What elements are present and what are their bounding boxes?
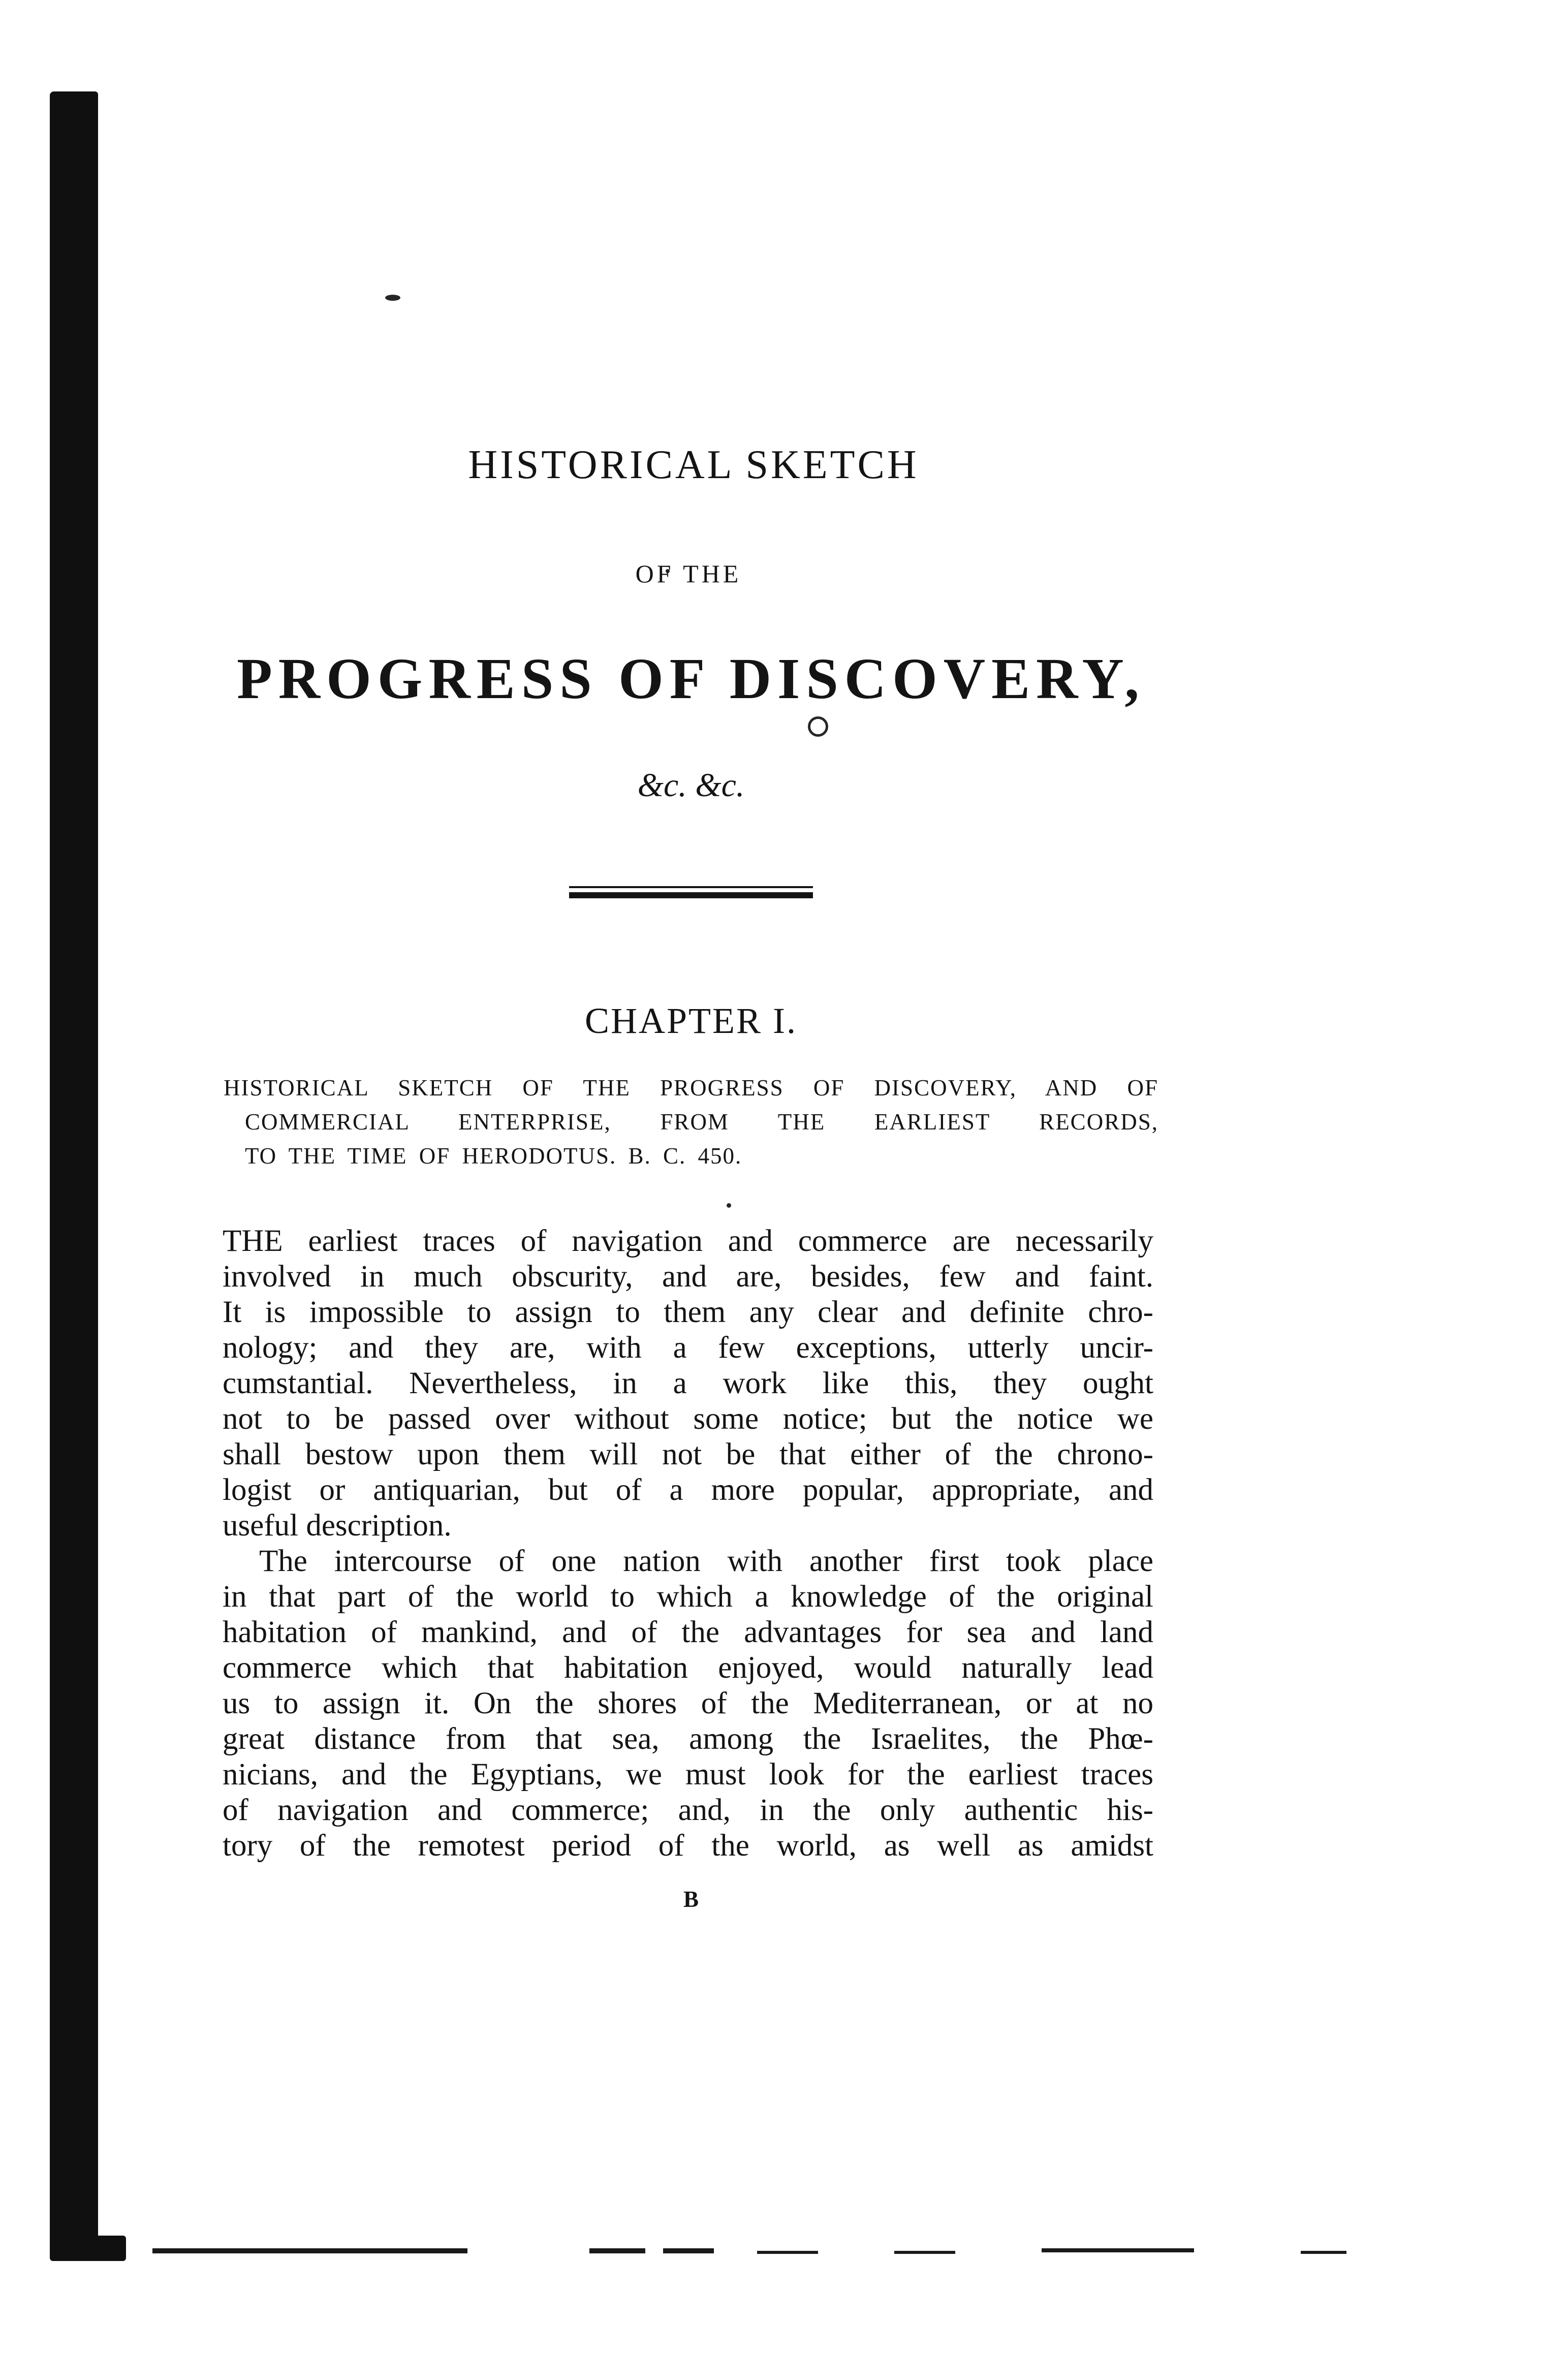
body-text [223, 1223, 1153, 1864]
chapter-summary-line: COMMERCIAL ENTERPRISE, FROM THE EARLIEST RECORDS, [245, 1109, 1158, 1135]
chapter-summary-line: TO THE TIME OF HERODOTUS. B. C. 450. [245, 1143, 742, 1169]
scan-edge-streak [152, 2248, 467, 2253]
title-line-of-the: OF THE [635, 559, 742, 588]
paragraph-1-line: useful description. [223, 1509, 452, 1543]
paragraph-1-line: shall bestow upon them will not be that either of the chrono- [223, 1437, 1153, 1471]
paragraph-2-line: The intercourse of one nation with another first took place [259, 1544, 1153, 1578]
scan-edge-streak [894, 2251, 955, 2254]
scan-speck [727, 1203, 731, 1208]
page-binding-foot [50, 2236, 126, 2261]
scan-edge-streak [589, 2248, 645, 2253]
title-rule-thick [569, 892, 813, 898]
paragraph-1-line: logist or antiquarian, but of a more popular, appropriate, and [223, 1473, 1153, 1507]
paragraph-1-line: not to be passed over without some notice; but the notice we [223, 1402, 1153, 1436]
chapter-summary [224, 1071, 1158, 1173]
paragraph-2-line: nicians, and the Egyptians, we must look for the earliest traces [223, 1757, 1153, 1792]
title-line-etc: &c. &c. [637, 767, 745, 804]
page-binding-edge [50, 91, 98, 2243]
paragraph-2-line: us to assign it. On the shores of the Mediterranean, or at no [223, 1686, 1153, 1720]
scan-edge-streak [757, 2251, 818, 2254]
paragraph-1-line: THE earliest traces of navigation and commerce are necessarily [223, 1224, 1153, 1258]
chapter-heading: CHAPTER I. [584, 1000, 798, 1041]
paragraph-2-line: great distance from that sea, among the Israelites, the Phœ- [223, 1722, 1153, 1756]
title-rule-thin [569, 886, 813, 888]
title-line-progress-of-discovery: PROGRESS OF DISCOVERY, [237, 646, 1145, 711]
scan-edge-streak [1301, 2251, 1346, 2254]
paragraph-2-line: tory of the remotest period of the world, as well as amidst [223, 1829, 1153, 1863]
paragraph-2-line: commerce which that habitation enjoyed, would naturally lead [223, 1651, 1153, 1685]
paragraph-2-line: in that part of the world to which a knowledge of the original [223, 1580, 1153, 1614]
scan-speck [385, 295, 400, 301]
paragraph-1-line: It is impossible to assign to them any clear and definite chro- [223, 1295, 1153, 1329]
chapter-summary-line: HISTORICAL SKETCH OF THE PROGRESS OF DISCOVERY, AND OF [224, 1075, 1158, 1101]
title-line-historical-sketch: HISTORICAL SKETCH [468, 443, 919, 487]
paragraph-1-line: cumstantial. Nevertheless, in a work like this, they ought [223, 1366, 1153, 1400]
paragraph-2-line: of navigation and commerce; and, in the only authentic his- [223, 1793, 1153, 1827]
paragraph-1-line: involved in much obscurity, and are, besides, few and faint. [223, 1260, 1153, 1294]
scan-speck [808, 716, 828, 737]
signature-mark: B [683, 1887, 699, 1912]
paragraph-2-line: habitation of mankind, and of the advantages for sea and land [223, 1615, 1153, 1649]
paragraph-1-line: nology; and they are, with a few exceptions, utterly uncir- [223, 1331, 1153, 1365]
scan-edge-streak [1042, 2248, 1194, 2252]
scan-edge-streak [663, 2248, 714, 2253]
